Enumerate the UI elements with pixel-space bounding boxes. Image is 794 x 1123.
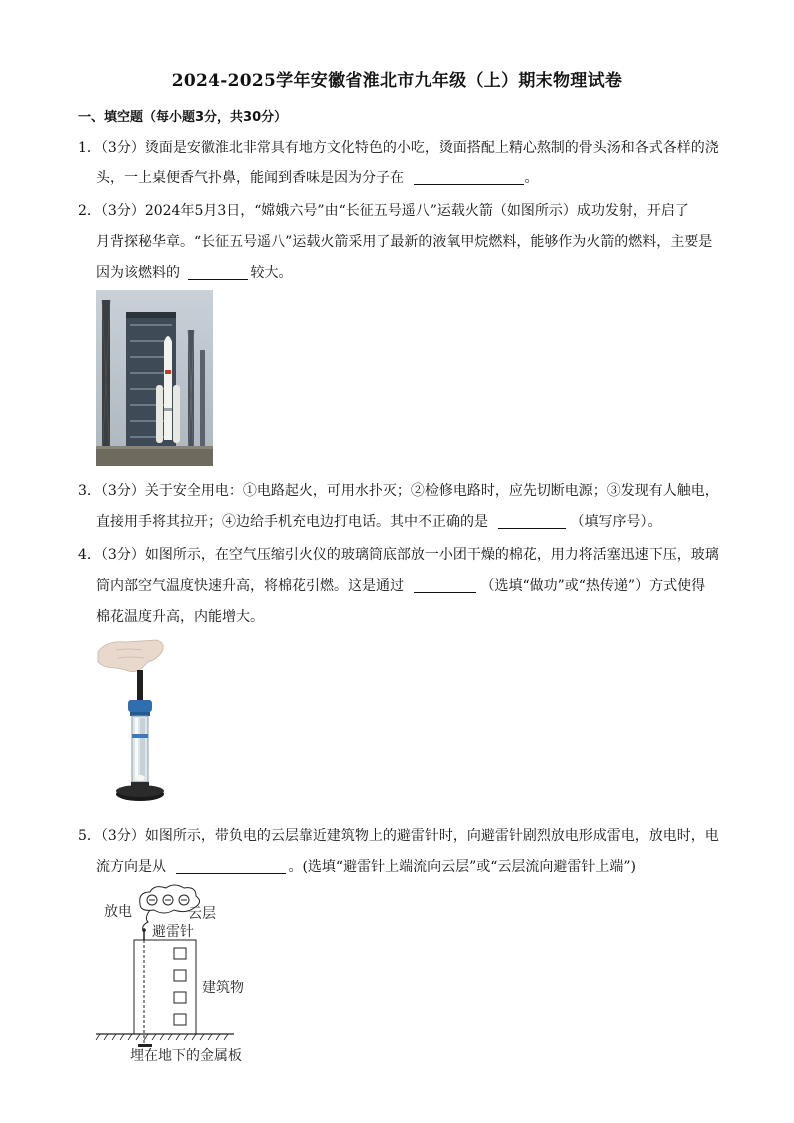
lightning-rod-diagram: [94, 880, 264, 1065]
air-compression-igniter-photo: [96, 638, 186, 808]
label-lightning-rod: 避雷针: [152, 924, 194, 940]
q2-text: 因为该燃料的: [96, 265, 180, 281]
q5-tail: 。(选填“避雷针上端流向云层”或“云层流向避雷针上端”): [288, 859, 637, 875]
label-cloud: 云层: [188, 906, 216, 922]
q5-answer-blank[interactable]: [176, 858, 286, 874]
q5-line-2: [96, 856, 636, 876]
q4-answer-blank[interactable]: [414, 577, 476, 593]
q1-line-2: [96, 167, 538, 187]
section-heading: 一、填空题（每小题3分，共30分）: [78, 110, 288, 125]
q3-answer-blank[interactable]: [498, 513, 566, 529]
label-building: 建筑物: [202, 980, 244, 996]
q3-line-2: [96, 511, 661, 531]
q2-line-3: [96, 262, 292, 282]
q2-answer-blank[interactable]: [188, 264, 248, 280]
q4-tail: （选填“做功”或“热传递”）方式使得: [480, 578, 706, 594]
rocket-launch-photo: [96, 290, 213, 466]
page-title: 2024-2025学年安徽省淮北市九年级（上）期末物理试卷: [171, 71, 623, 91]
q1-tail: 。: [524, 170, 539, 186]
q4-text: 筒内部空气温度快速升高，将棉花引燃。这是通过: [96, 578, 404, 594]
q5-text: 流方向是从: [96, 859, 166, 875]
q3-text: 直接用手将其拉开；④边给手机充电边打电话。其中不正确的是: [96, 514, 488, 530]
q3-line-1: 3．（3分）关于安全用电：①电路起火，可用水扑灭；②检修电路时，应先切断电源；③发现有人触电，: [78, 483, 719, 499]
q4-line-3: 棉花温度升高，内能增大。: [96, 609, 264, 625]
q1-answer-blank[interactable]: [414, 169, 524, 185]
q3-tail: （填写序号）。: [570, 514, 662, 530]
q4-line-1: 4．（3分）如图所示，在空气压缩引火仪的玻璃筒底部放一小团干燥的棉花，用力将活塞迅速下压，玻璃: [78, 547, 719, 563]
q1-line-1: 1．（3分）烫面是安徽淮北非常具有地方文化特色的小吃，烫面搭配上精心熬制的骨头汤和各式各样的浇: [78, 140, 719, 156]
label-discharge: 放电: [104, 904, 132, 920]
q2-line-2: 月背探秘华章。“长征五号遥八”运载火箭采用了最新的液氧甲烷燃料，能够作为火箭的燃料，主要是: [96, 234, 713, 250]
q5-line-1: 5．（3分）如图所示，带负电的云层靠近建筑物上的避雷针时，向避雷针剧烈放电形成雷电，放电时，电: [78, 828, 719, 844]
q2-tail: 较大。: [250, 265, 293, 281]
q4-line-2: [96, 575, 705, 595]
label-metal-plate: 埋在地下的金属板: [130, 1048, 242, 1064]
q1-text: 头，一上桌便香气扑鼻，能闻到香味是因为分子在: [96, 170, 404, 186]
q2-line-1: 2．（3分）2024年5月3日，“嫦娥六号”由“长征五号遥八”运载火箭（如图所示）成功发射，开启了: [78, 203, 689, 219]
